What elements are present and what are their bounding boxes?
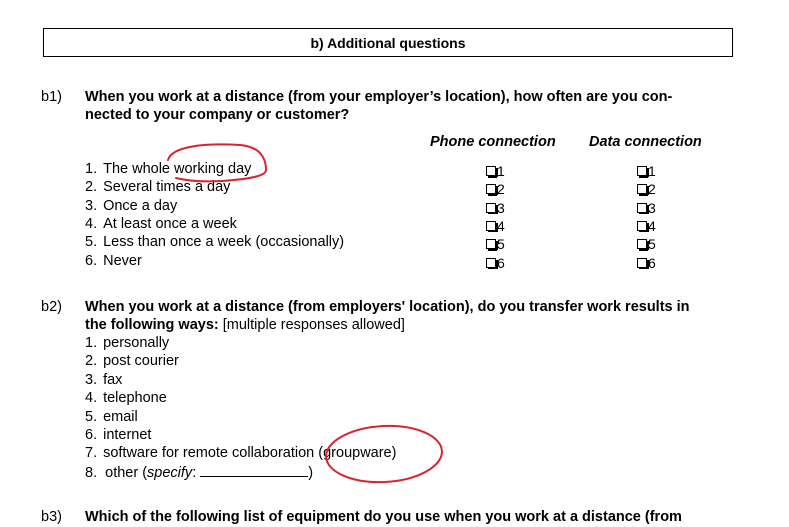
b1-data-code: 1 bbox=[648, 163, 656, 179]
b1-data-checkbox[interactable] bbox=[637, 218, 656, 234]
b2-option-row[interactable] bbox=[85, 353, 179, 369]
b1-option-number: 5. bbox=[85, 234, 98, 251]
question-b2-bold-part: the following ways: bbox=[85, 317, 219, 333]
b2-option-other[interactable] bbox=[85, 464, 313, 481]
checkbox-icon bbox=[637, 203, 647, 213]
b1-data-checkbox[interactable] bbox=[637, 255, 656, 271]
b1-option-row bbox=[85, 253, 142, 269]
b1-option-number: 2. bbox=[85, 179, 98, 196]
b2-option-row[interactable] bbox=[85, 335, 169, 351]
b2-option-row[interactable] bbox=[85, 409, 138, 425]
b1-option-row bbox=[85, 179, 230, 195]
b1-option-number: 3. bbox=[85, 197, 98, 214]
question-b3-text-line1: Which of the following list of equipment do you use when you work at a distance (from bbox=[85, 509, 682, 525]
b1-data-checkbox[interactable] bbox=[637, 163, 656, 179]
b2-option-label: post courier bbox=[103, 353, 179, 370]
b2-option-row[interactable] bbox=[85, 427, 151, 443]
b2-option-number: 5. bbox=[85, 408, 98, 425]
b1-option-row bbox=[85, 234, 344, 250]
question-b2-number: b2) bbox=[41, 299, 62, 315]
b1-phone-checkbox[interactable] bbox=[486, 236, 505, 252]
b1-data-checkbox[interactable] bbox=[637, 181, 656, 197]
b1-phone-code: 3 bbox=[497, 199, 505, 216]
b1-option-label: Once a day bbox=[103, 197, 178, 214]
column-header-phone: Phone connection bbox=[430, 134, 556, 150]
b2-option-other-number: 8. bbox=[85, 465, 98, 481]
b1-phone-code: 1 bbox=[497, 163, 505, 179]
b1-data-code: 4 bbox=[648, 217, 656, 234]
b2-option-other-colon: : bbox=[192, 465, 197, 481]
b1-phone-code: 5 bbox=[497, 236, 505, 253]
question-b2-text-line1: When you work at a distance (from employers' location), do you transfer work results in bbox=[85, 299, 690, 315]
b2-option-number: 6. bbox=[85, 427, 98, 443]
b1-option-number: 6. bbox=[85, 252, 98, 269]
b1-data-code: 2 bbox=[648, 181, 656, 198]
question-b1-number: b1) bbox=[41, 89, 62, 105]
b1-option-label: Never bbox=[103, 252, 142, 269]
b1-option-label: Several times a day bbox=[103, 179, 231, 196]
checkbox-icon bbox=[637, 184, 647, 194]
b1-data-code: 5 bbox=[648, 236, 656, 253]
b2-option-label: telephone bbox=[103, 390, 167, 407]
checkbox-icon bbox=[637, 239, 647, 249]
b2-option-number: 2. bbox=[85, 353, 98, 370]
b2-option-row[interactable] bbox=[85, 372, 122, 388]
b1-data-code: 6 bbox=[648, 254, 656, 271]
checkbox-icon bbox=[637, 258, 647, 268]
question-b2-text-line2 bbox=[85, 316, 405, 335]
checkbox-icon bbox=[637, 166, 647, 176]
b1-option-label: The whole working day bbox=[103, 161, 252, 177]
b2-option-label: internet bbox=[103, 427, 152, 443]
checkbox-icon bbox=[637, 221, 647, 231]
question-b2-note: [multiple responses allowed] bbox=[218, 317, 405, 333]
checkbox-icon bbox=[486, 203, 496, 213]
b1-option-number: 4. bbox=[85, 215, 98, 232]
b2-option-row[interactable] bbox=[85, 445, 396, 461]
checkbox-icon bbox=[486, 258, 496, 268]
question-b3-number: b3) bbox=[41, 509, 62, 525]
question-b1-text-line2: nected to your company or customer? bbox=[85, 107, 350, 123]
section-header-box bbox=[43, 28, 733, 57]
b1-phone-code: 2 bbox=[497, 181, 505, 198]
b2-option-row[interactable] bbox=[85, 390, 167, 406]
b1-option-row bbox=[85, 216, 237, 232]
b2-option-other-specify: specify bbox=[147, 465, 193, 481]
b1-phone-code: 4 bbox=[497, 217, 505, 234]
b1-phone-checkbox[interactable] bbox=[486, 163, 505, 179]
b2-option-other-suffix: ) bbox=[308, 465, 314, 481]
b1-phone-checkbox[interactable] bbox=[486, 181, 505, 197]
b2-option-label: personally bbox=[103, 335, 170, 351]
b2-option-number: 1. bbox=[85, 335, 98, 351]
b1-option-row bbox=[85, 161, 251, 177]
b1-option-number: 1. bbox=[85, 161, 98, 177]
checkbox-icon bbox=[486, 239, 496, 249]
b1-data-checkbox[interactable] bbox=[637, 200, 656, 216]
b2-option-label: email bbox=[103, 408, 138, 425]
b2-option-label: fax bbox=[103, 371, 123, 388]
b1-phone-checkbox[interactable] bbox=[486, 200, 505, 216]
section-title: b) Additional questions bbox=[310, 35, 466, 51]
checkbox-icon bbox=[486, 221, 496, 231]
question-b1-text-line1: When you work at a distance (from your employer’s location), how often are you con- bbox=[85, 89, 673, 105]
column-header-data: Data connection bbox=[589, 134, 702, 150]
b2-option-label: software for remote collaboration (groupware) bbox=[103, 445, 397, 462]
b1-option-row bbox=[85, 198, 177, 214]
checkbox-icon bbox=[486, 166, 496, 176]
b1-option-label: At least once a week bbox=[103, 215, 237, 232]
b1-phone-checkbox[interactable] bbox=[486, 218, 505, 234]
b2-other-specify-field[interactable] bbox=[200, 464, 308, 477]
b1-data-code: 3 bbox=[648, 199, 656, 216]
b2-option-number: 4. bbox=[85, 390, 98, 407]
b2-option-number: 7. bbox=[85, 445, 98, 462]
b2-option-other-prefix: other ( bbox=[105, 465, 148, 481]
b1-option-label: Less than once a week (occasionally) bbox=[103, 234, 345, 251]
checkbox-icon bbox=[486, 184, 496, 194]
b1-phone-checkbox[interactable] bbox=[486, 255, 505, 271]
b1-phone-code: 6 bbox=[497, 254, 505, 271]
b1-data-checkbox[interactable] bbox=[637, 236, 656, 252]
b2-option-number: 3. bbox=[85, 371, 98, 388]
